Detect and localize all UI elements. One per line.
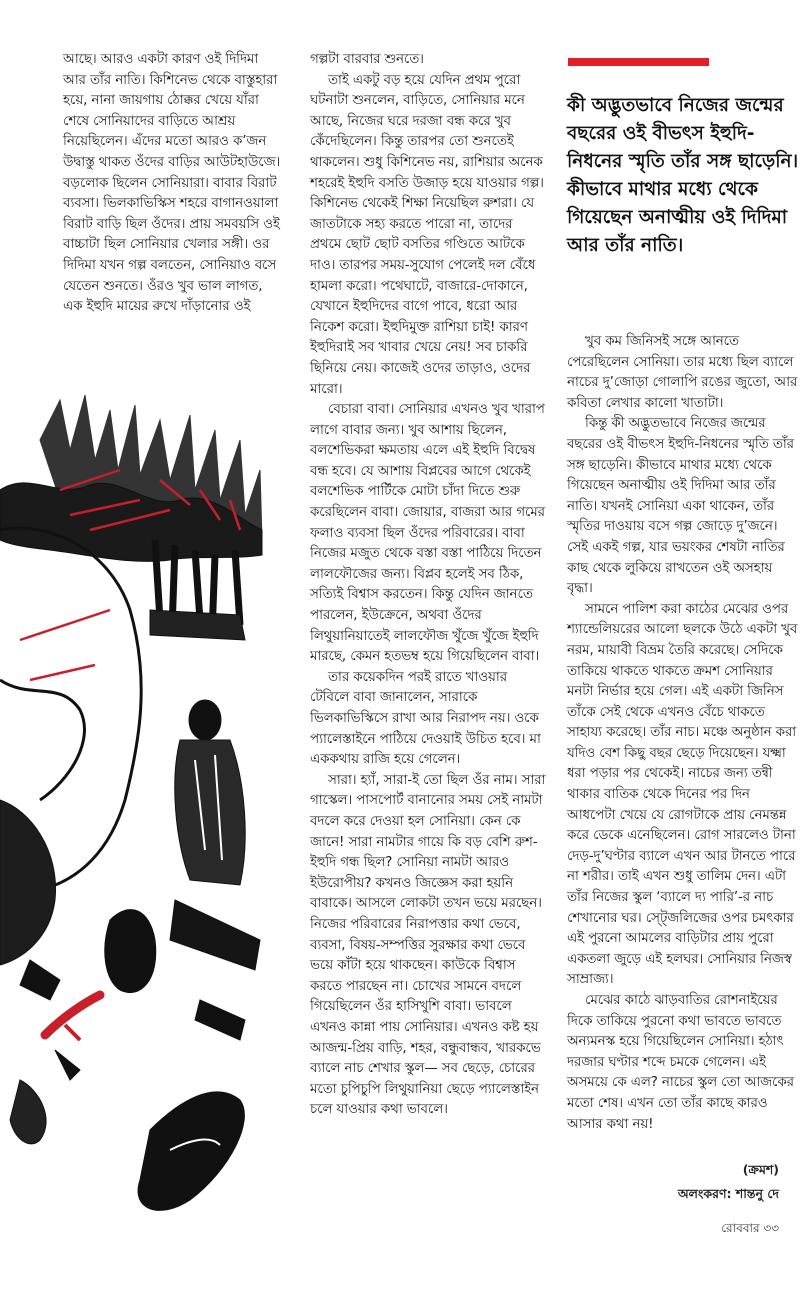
column3-paragraph: সামনে পালিশ করা কাঠের মেঝের ওপর শ্যান্ডেলিয়রের আলো ছলকে উঠে একটা খুব নরম, মায়াবী বিভ্রম তৈরি করেছে। সেদিকে তাকিয়ে থাকতে থাকতে ক্রমশ সোনিয়ার মনটা নির্ভার হয়ে গেল। এই একটা জিনিস তাঁকে সেই থেকে এখনও বেঁচে থাকতে সাহায্য করেছে। তাঁর নাচ। মঞ্চে অনুষ্ঠান করা যদিও বেশ কিছু বছর ছেড়ে দিয়েছেন। যক্ষ্মা ধরা পড়ার পর থেকেই। নাচের জন্য তন্বী থাকার বাতিক থেকে দিনের পর দিন আধপেটা খেয়ে যে রোগটাকে প্রায় নেমন্তন্ন করে ডেকে এনেছিলেন। রোগ সারলেও টানা দেড়-দু’ঘণ্টার ব্যালে এখন আর টানতে পারে না শরীর। তাই এখন শুধু তালিম দেন। এটা তাঁর নিজের স্কুল ‘ব্যালে দ্য পারি’-র নাচ শেখানোর ঘর। স্ট্জেলিজের ওপর চমৎকার এই পুরনো আমলের বাড়িটার প্রায় পুরো একতলা জুড়ে এই হলঘর। সোনিয়ার নিজস্ব সাম্রাজ্য।	[567, 601, 798, 988]
pullquote-red-bar	[568, 58, 709, 66]
column3-paragraph: খুব কম জিনিসই সঙ্গে আনতে পেরেছিলেন সোনিয়া। তার মধ্যে ছিল ব্যালে নাচের দু’জোড়া গোলাপি রঙের জুতো, আর কবিতা লেখার কালো খাতাটা।	[567, 334, 798, 411]
ink-seated-figure	[175, 700, 245, 885]
ink-crowd	[0, 395, 262, 640]
column2-paragraph: বেচারা বাবা। সোনিয়ার এখনও খুব খারাপ লাগে বাবার জন্য। খুব আশায় ছিলেন, বলশেভিকরা ক্ষমতায় এলে এই ইহুদি বিদ্বেষ বন্ধ হবে। যে আশায় বিপ্লবের আগে থেকেই বলশেভিক পার্টিকে মোটা চাঁদা দিতে শুরু করেছিলেন বাবা। জোয়ার, বাজরা আর গমের ফলাও ব্যবসা ছিল ওঁদের পরিবারের। বাবা নিজের মজুত থেকে বস্তা বস্তা পাঠিয়ে দিতেন লালফৌজের জন্য। বিপ্লব হলেই সব ঠিক, সত্যিই বিশ্বাস করতেন। কিন্তু যেদিন জানতে পারলেন, ইউক্রেনে, অথবা ওঁদের লিথুয়ানিয়াতেই লালফৌজ খুঁজে খুঁজে ইহুদি মারছে, কেমন হতভম্ব হয়ে গিয়েছিলেন বাবা।	[310, 402, 545, 665]
article-column-3	[567, 332, 799, 1135]
illustration-credit: অলংকরণ: শান্তনু দে	[677, 1186, 779, 1201]
column2-paragraph: তার কয়েকদিন পরই রাতে খাওয়ার টেবিলে বাবা জানালেন, সারাকে ভিলকাভিস্কিসে রাখা আর নিরাপদ নয়। ওকে প্যালেস্তাইনে পাঠিয়ে দেওয়াই উচিত হবে। মা এককথায় রাজি হয়ে গেলেন।	[310, 669, 541, 768]
ink-illustration	[0, 380, 300, 1240]
column3-paragraph: মেঝের কাঠে ঝাড়বাতির রোশনাইয়ের দিকে তাকিয়ে পুরনো কথা ভাবতে ভাবতে অন্যমনস্ক হয়ে গিয়েছিলেন সোনিয়া। হঠাৎ দরজার ঘণ্টার শব্দে চমকে গেলেন। এই অসময়ে কে এল? নাচের স্কুল তো আজকের মতো শেষ। এখন তো তাঁর কাছে কারও আসার কথা নয়!	[567, 993, 794, 1132]
article-column-2	[310, 50, 546, 1121]
column2-paragraph: গল্পটা বারবার শুনতে।	[310, 52, 424, 67]
article-column-1	[63, 50, 285, 318]
column3-paragraph: কিন্তু কী অদ্ভুতভাবে নিজের জন্মের বছরের ওই বীভৎস ইহুদি-নিধনের স্মৃতি তাঁর সঙ্গ ছাড়েনি। কীভাবে মাথার মধ্যে থেকে গিয়েছেন অনাত্মীয় ওই দিদিমা আর তাঁর নাতি। যখনই সোনিয়া একা থাকেন, তাঁর স্মৃতির দাওয়ায় বসে গল্প জোড়ে দু’জনে। সেই একই গল্প, যার ভয়ংকর শেষটা নাতির কাছ থেকে লুকিয়ে রাখতেন ওই অসহায় বৃদ্ধা।	[567, 416, 794, 597]
column2-paragraph: সারা। হ্যাঁ, সারা-ই তো ছিল ওঁর নাম। সারা গাস্কেল। পাসপোর্ট বানানোর সময় সেই নামটা বদলে করে দেওয়া হল সোনিয়া। কেন কে জানে! সারা নামটার গায়ে কি বড় বেশি রুশ-ইহুদি গন্ধ ছিল? সোনিয়া নামটা আরও ইউরোপীয়? কখনও জিজ্ঞেস করা হয়নি বাবাকে। আসলে লোকটা তখন ভয়ে মরছেন। নিজের পরিবারের নিরাপত্তার কথা ভেবে, ব্যবসা, বিষয়-সম্পত্তির সুরক্ষার কথা ভেবে ভয়ে কাঁটা হয়ে থাকছেন। কাউকে বিশ্বাস করতে পারছেন না। চোখের সামনে বদলে গিয়েছিলেন ওঁর হাসিখুশি বাবা। ভাবলে এখনও কান্না পায় সোনিয়ার। এখনও কষ্ট হয় আজন্ম-প্রিয় বাড়ি, শহর, বন্ধুবান্ধব, খারকভে ব্যালে নাচ শেখার স্কুল— সব ছেড়ে, চোরের মতো চুপিচুপি লিথুয়ানিয়া ছেড়ে প্যালেস্তাইন চলে যাওয়ার কথা ভাবলে।	[310, 772, 546, 1118]
column2-paragraph: তাই একটু বড় হয়ে যেদিন প্রথম পুরো ঘটনাটা শুনলেন, বাড়িতে, সোনিয়ার মনে আছে, নিজের ঘরে দরজা বন্ধ করে খুব কেঁদেছিলেন। কিন্তু তারপর তো শুনতেই থাকলেন। শুধু কিশিনেভ নয়, রাশিয়ার অনেক শহরেই ইহুদি বসতি উজাড় হয়ে যাওয়ার গল্প। কিশিনেভ থেকেই শিক্ষা নিয়েছিল রুশরা। যে জাতটাকে সহ্য করতে পারো না, তাদের প্রথমে ছোট ছোট বসতির গণ্ডিতে আটকে দাও। তারপর সময়-সুযোগ পেলেই দল বেঁধে হামলা করো। পথেঘাটে, বাজারে-দোকানে, যেখানে ইহুদিদের বাগে পাবে, ধরো আর নিকেশ করো। ইহুদিমুক্ত রাশিয়া চাই! কারণ ইহুদিরাই সব খাবার খেয়ে নেয়! সব চাকরি ছিনিয়ে নেয়। কাজেই ওদের তাড়াও, ওদের মারো।	[310, 72, 544, 397]
pull-quote: কী অদ্ভুতভাবে নিজের জন্মের বছরের ওই বীভৎস ইহুদি-নিধনের স্মৃতি তাঁর সঙ্গ ছাড়েনি। কীভাবে মাথার মধ্যে থেকে গিয়েছেন অনাত্মীয় ওই দিদিমা আর তাঁর নাতি।	[567, 95, 799, 256]
page-folio: রোববার ৩৩	[721, 1221, 779, 1235]
continued-marker: (ক্রমশ)	[742, 1162, 779, 1177]
column1-paragraph: আছে। আরও একটা কারণ ওই দিদিমা আর তাঁর নাতি। কিশিনেভ থেকে বাস্তুহারা হয়ে, নানা জায়গায় ঠোক্কর খেয়ে যাঁরা শেষে সোনিয়াদের বাড়িতে আশ্রয় নিয়েছিলেন। এঁদের মতো আরও ক’জন উদ্বাস্তু থাকত ওঁদের বাড়ির আউটহাউজে। বড়লোক ছিলেন সোনিয়ারা। বাবার বিরাট ব্যবসা। ভিলকাভিস্কিস শহরে বাগানওয়ালা বিরাট বাড়ি ছিল ওঁদের। প্রায় সমবয়সি ওই বাচ্চাটা ছিল সোনিয়ার খেলার সঙ্গী। ওর দিদিমা যখন গল্প বলতেন, সোনিয়াও বসে যেতেন শুনতে। ওঁরও খুব ভাল লাগত, এক ইহুদি মায়ের রুখে দাঁড়ানোর ওই	[63, 52, 281, 315]
